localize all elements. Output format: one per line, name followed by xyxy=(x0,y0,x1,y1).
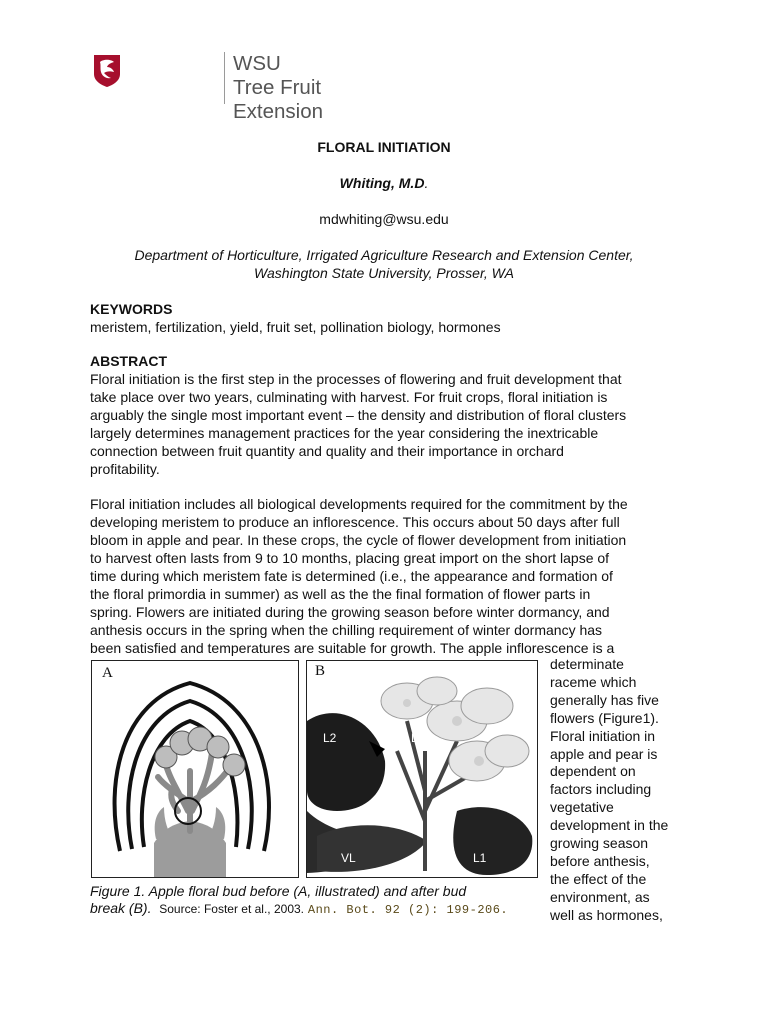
side-line: flowers (Figure1). xyxy=(550,709,659,726)
caption-line-2-text: break (B). xyxy=(90,900,152,916)
flower-cluster-photo xyxy=(307,661,537,877)
paragraph-line: bloom in apple and pear. In these crops, the cycle of flower development from initiation xyxy=(90,532,627,548)
keywords-text: meristem, fertilization, yield, fruit set, pollination biology, hormones xyxy=(90,319,501,335)
logo-divider xyxy=(224,52,225,104)
panel-b-label: B xyxy=(315,663,326,679)
abstract-paragraph-1 xyxy=(90,370,690,478)
wsu-cougar-shield-icon xyxy=(93,54,121,88)
floral-bud-illustration xyxy=(92,661,298,877)
photo-label-vl: VL xyxy=(341,851,356,865)
side-line: before anthesis, xyxy=(550,852,650,869)
keywords-section xyxy=(90,300,690,336)
author-suffix: . xyxy=(424,175,429,191)
paragraph-line: time during which meristem fate is determined (i.e., the appearance and formation of xyxy=(90,568,613,584)
affiliation-line: Department of Horticulture, Irrigated Agriculture Research and Extension Center, xyxy=(134,247,634,263)
affiliation-line: Washington State University, Prosser, WA xyxy=(254,265,514,281)
caption-line-1: Figure 1. Apple floral bud before (A, illustrated) and after bud xyxy=(90,883,467,899)
logo-line-1: WSU Tree Fruit xyxy=(233,52,322,99)
wrapped-side-text xyxy=(550,656,690,925)
abstract-heading xyxy=(90,352,690,370)
logo-line-2: Extension xyxy=(233,100,324,123)
caption-citation: Ann. Bot. 92 (2): 199-206. xyxy=(307,903,509,917)
side-line: determinate xyxy=(550,656,624,672)
paragraph-line: connection between fruit quantity and quality and their importance in orchard xyxy=(90,443,564,459)
side-line: raceme which xyxy=(550,673,637,690)
logo-wordmark xyxy=(233,52,323,124)
paragraph-line: profitability. xyxy=(90,461,160,477)
author-line xyxy=(0,174,768,192)
figure-1 xyxy=(91,660,538,878)
paragraph-line: arguably the single most important event – the density and distribution of floral clusters xyxy=(90,407,627,423)
wsu-logo xyxy=(93,52,324,123)
photo-label-l1: L1 xyxy=(473,851,487,865)
paragraph-line: spring. Flowers are initiated during the growing season before winter dormancy, and xyxy=(90,604,610,620)
caption-source: Source: Foster et al., 2003. xyxy=(159,902,304,916)
side-line: apple and pear is xyxy=(550,745,658,762)
document-title: FLORAL INITIATION xyxy=(317,139,451,155)
abstract-heading-text: ABSTRACT xyxy=(90,353,167,369)
paragraph-line: the floral primordia in summer) as well as the the final formation of flower parts in xyxy=(90,586,591,602)
side-line: growing season xyxy=(550,835,649,852)
side-line: Floral initiation in xyxy=(550,727,656,744)
figure-caption xyxy=(90,883,550,919)
keywords-heading: KEYWORDS xyxy=(90,301,173,317)
panel-a-label: A xyxy=(102,665,113,681)
side-line: factors including xyxy=(550,781,652,798)
paragraph-line: developing meristem to produce an inflorescence. This occurs about 50 days after full xyxy=(90,514,620,530)
affiliation xyxy=(0,246,768,282)
photo-label-l3: L3 xyxy=(411,731,425,745)
paragraph-line: to harvest often lasts from 9 to 10 months, placing great import on the short lapse of xyxy=(90,550,610,566)
author-name: Whiting, M.D xyxy=(339,175,425,191)
caption-line-2 xyxy=(90,900,550,919)
figure-panel-b-photo xyxy=(306,660,538,878)
paragraph-line: take place over two years, culminating with harvest. For fruit crops, floral initiation is xyxy=(90,389,608,405)
paragraph-line: been satisfied and temperatures are suitable for growth. The apple inflorescence is a xyxy=(90,640,615,656)
side-line: dependent on xyxy=(550,763,636,780)
paragraph-line: Floral initiation includes all biological developments required for the commitment by the xyxy=(90,496,628,512)
side-line: environment, as xyxy=(550,888,650,905)
side-line: vegetative xyxy=(550,799,614,816)
side-line: development in the xyxy=(550,817,669,834)
abstract-paragraph-2 xyxy=(90,495,690,657)
figure-panel-a-illustration xyxy=(91,660,299,878)
photo-label-l2: L2 xyxy=(323,731,337,745)
author-email[interactable]: mdwhiting@wsu.edu xyxy=(319,211,449,227)
paragraph-line: Floral initiation is the first step in the processes of flowering and fruit development that xyxy=(90,371,622,387)
paragraph-line: largely determines management practices for the year considering the inextricable xyxy=(90,425,599,441)
side-line: well as hormones, xyxy=(550,906,663,923)
side-line: generally has five xyxy=(550,691,659,708)
paragraph-line: anthesis occurs in the spring when the chilling requirement of winter dormancy has xyxy=(90,622,603,638)
side-line: the effect of the xyxy=(550,870,647,887)
